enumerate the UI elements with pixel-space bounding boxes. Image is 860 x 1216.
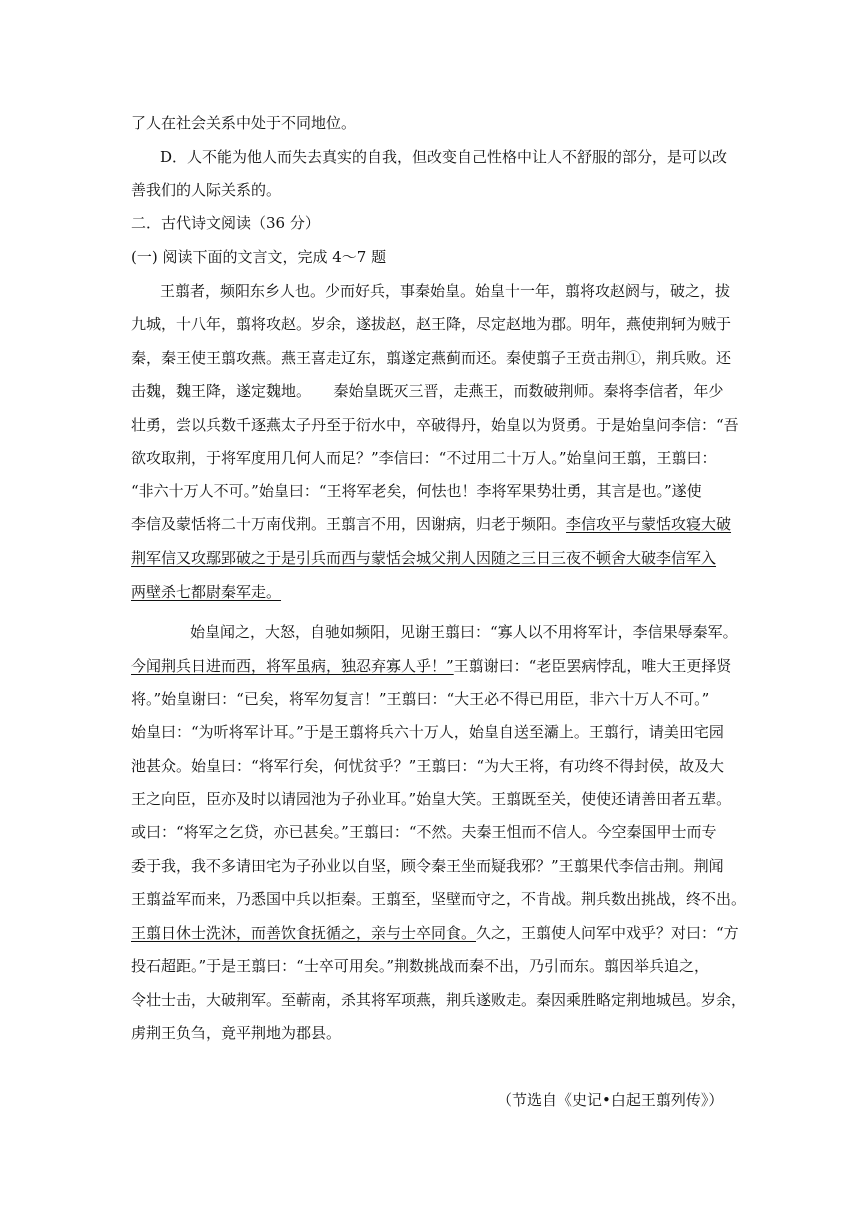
- underlined-passage: 荆军信又攻鄢郢破之于是引兵而西与蒙恬会城父荆人因随之三日三夜不顿舍大破李信军入: [131, 549, 717, 567]
- underlined-passage: 两壁杀七都尉秦军走。: [131, 583, 282, 601]
- passage-line: 王翦益军而来，乃悉国中兵以拒秦。王翦至，坚壁而守之，不肯战。荆兵数出挑战，终不出。: [131, 890, 747, 908]
- passage-text: 王翦谢曰：“老臣罢病悖乱，唯大王更择贤: [453, 657, 732, 675]
- passage-line: 王翦者，频阳东乡人也。少而好兵，事秦始皇。始皇十一年，翦将攻赵阏与，破之，拔: [160, 282, 731, 300]
- passage-line: 欲攻取荆，于将军度用几何人而足？”李信曰：“不过用二十万人。”始皇问王翦，王翦曰：: [131, 449, 717, 467]
- passage-line: 令壮士击，大破荆军。至蕲南，杀其将军项燕，荆兵遂败走。秦因乘胜略定荆地城邑。岁余，: [131, 991, 747, 1009]
- passage-line: 委于我，我不多请田宅为子孙业以自坚，顾令秦王坐而疑我邪？”王翦果代李信击荆。荆闻: [131, 857, 724, 875]
- passage-line: 击魏，魏王降，遂定魏地。 秦始皇既灭三晋，走燕王，而数破荆师。秦将李信者，年少: [131, 382, 724, 400]
- source-citation: （节选自《史记•白起王翦列传》）: [497, 1091, 724, 1109]
- underlined-passage: 今闻荆兵日进而西，将军虽病，独忍弃寡人乎！”: [131, 657, 454, 675]
- text-line: 了人在社会关系中处于不同地位。: [131, 114, 357, 132]
- passage-line: 壮勇，尝以兵数千逐燕太子丹至于衍水中，卒破得丹，始皇以为贤勇。于是始皇问李信：“吾: [131, 416, 739, 434]
- section-heading: 二．古代诗文阅读（36 分）: [131, 214, 320, 232]
- option-d-line: D．人不能为他人而失去真实的自我，但改变自己性格中让人不舒服的部分，是可以改: [160, 148, 728, 166]
- underlined-passage: 王翦日休士洗沐，而善饮食抚循之，亲与士卒同食。: [131, 924, 477, 942]
- text-line: 善我们的人际关系的。: [131, 181, 282, 199]
- passage-line: 始皇闻之，大怒，自驰如频阳，见谢王翦曰：“寡人以不用将军计，李信果辱秦军。: [190, 623, 738, 641]
- passage-line: 池甚众。始皇曰：“将军行矣，何忧贫乎？”王翦曰：“为大王将，有功终不得封侯，故及大: [131, 757, 725, 775]
- passage-line: “非六十万人不可。”始皇曰：“王将军老矣，何怯也！李将军果势壮勇，其言是也。”遂使: [131, 482, 702, 500]
- passage-line: [131, 514, 731, 534]
- passage-line: 或曰：“将军之乞贷，亦已甚矣。”王翦曰：“不然。夫秦王怚而不信人。今空秦国甲士而专: [131, 823, 717, 841]
- passage-line: 始皇曰：“为听将军计耳。”于是王翦将兵六十万人，始皇自送至灞上。王翦行，请美田宅园: [131, 723, 724, 741]
- passage-line: [131, 923, 739, 943]
- passage-line: 秦，秦王使王翦攻燕。燕王喜走辽东，翦遂定燕蓟而还。秦使翦子王贲击荆①，荆兵败。还: [131, 349, 732, 367]
- passage-line: 投石超距。”于是王翦曰：“士卒可用矣。”荆数挑战而秦不出，乃引而东。翦因举兵追之，: [131, 957, 710, 975]
- passage-line: 九城，十八年，翦将攻赵。岁余，遂拔赵，赵王降，尽定赵地为郡。明年，燕使荆轲为贼于: [131, 315, 732, 333]
- passage-line: 虏荆王负刍，竟平荆地为郡县。: [131, 1024, 342, 1042]
- passage-text: 久之，王翦使人问军中戏乎？对曰：“方: [476, 924, 739, 942]
- question-instruction: (一) 阅读下面的文言文，完成 4～7 题: [131, 248, 387, 266]
- passage-line: [131, 656, 731, 676]
- passage-line: 将。”始皇谢曰：“已矣，将军勿复言！”王翦曰：“大王必不得已用臣，非六十万人不可。”: [131, 690, 710, 708]
- passage-text: 李信及蒙恬将二十万南伐荆。王翦言不用，因谢病，归老于频阳。: [131, 515, 567, 533]
- underlined-passage: 李信攻平与蒙恬攻寝大破: [566, 515, 732, 533]
- passage-line: 王之向臣，臣亦及时以请园池为子孙业耳。”始皇大笑。王翦既至关，使使还请善田者五辈。: [131, 790, 732, 808]
